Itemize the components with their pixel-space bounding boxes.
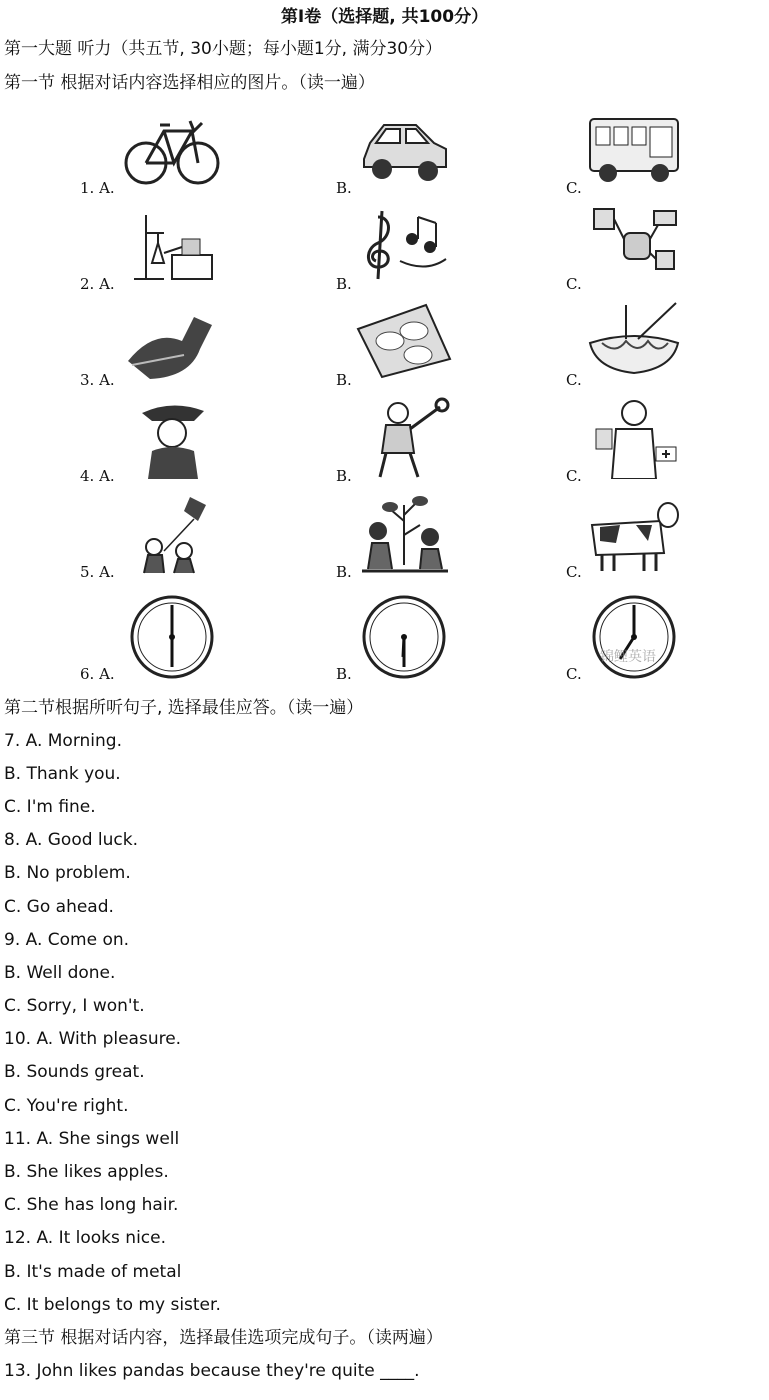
option-label: B. [336, 371, 352, 389]
option-cell [566, 391, 756, 485]
answer-option: B. Well done. [4, 963, 116, 983]
option-label: 4. A. [80, 467, 115, 485]
option-label: B. [336, 275, 352, 293]
part-heading: 第一大题 听力（共五节, 30小题；每小题1分, 满分30分） [4, 39, 443, 59]
option-cell [80, 589, 270, 683]
answer-option: C. Sorry, I won't. [4, 996, 145, 1016]
planting-tree-icon [356, 491, 452, 575]
option-label: C. [566, 665, 582, 683]
answer-option: C. She has long hair. [4, 1195, 179, 1215]
option-label: B. [336, 665, 352, 683]
option-label: 5. A. [80, 563, 115, 581]
option-cell [336, 487, 526, 581]
option-label: C. [566, 467, 582, 485]
option-cell [566, 103, 756, 197]
answer-option: 10. A. With pleasure. [4, 1029, 182, 1049]
answer-option: B. She likes apples. [4, 1162, 169, 1182]
option-label: B. [336, 179, 352, 197]
answer-option: C. I'm fine. [4, 797, 96, 817]
answer-option: B. No problem. [4, 863, 131, 883]
option-cell [80, 487, 270, 581]
option-cell [336, 103, 526, 197]
answer-option: C. You're right. [4, 1096, 129, 1116]
answer-option: 12. A. It looks nice. [4, 1228, 166, 1248]
option-label: C. [566, 179, 582, 197]
policeman-icon [124, 395, 220, 479]
page-title: 第I卷（选择题, 共100分） [280, 7, 489, 27]
fish-icon [124, 299, 220, 383]
answer-option: C. Go ahead. [4, 897, 114, 917]
doctor-icon [586, 395, 682, 479]
clock-six-icon [124, 593, 220, 677]
picture-grid [80, 103, 690, 685]
option-cell [336, 391, 526, 485]
bicycle-icon [124, 107, 220, 191]
option-cell [336, 295, 526, 389]
option-label: 1. A. [80, 179, 115, 197]
answer-option: B. Thank you. [4, 764, 121, 784]
section-heading: 第三节 根据对话内容，选择最佳选项完成句子。（读两遍） [4, 1328, 443, 1348]
option-label: C. [566, 371, 582, 389]
option-cell [566, 295, 756, 389]
option-cell [80, 391, 270, 485]
noodles-icon [586, 299, 682, 383]
option-label: C. [566, 563, 582, 581]
option-cell [336, 589, 526, 683]
worker-icon [356, 395, 452, 479]
robots-icon [586, 203, 682, 287]
answer-option: 9. A. Come on. [4, 930, 130, 950]
clock-six-thirty-icon [356, 593, 452, 677]
option-label: C. [566, 275, 582, 293]
option-cell [566, 199, 756, 293]
section-heading: 第一节 根据对话内容选择相应的图片。（读一遍） [4, 73, 375, 93]
answer-option: 7. A. Morning. [4, 731, 122, 751]
option-cell [80, 103, 270, 197]
flying-kite-icon [124, 491, 220, 575]
car-icon [356, 107, 452, 191]
option-label: B. [336, 563, 352, 581]
answer-option: C. It belongs to my sister. [4, 1295, 221, 1315]
option-label: B. [336, 467, 352, 485]
option-cell [80, 199, 270, 293]
option-label: 3. A. [80, 371, 115, 389]
answer-option: 11. A. She sings well [4, 1129, 180, 1149]
lab-equipment-icon [124, 203, 220, 287]
option-cell [566, 589, 756, 683]
dumplings-icon [356, 299, 452, 383]
option-cell [566, 487, 756, 581]
section-heading: 第二节根据所听句子, 选择最佳应答。（读一遍） [4, 698, 364, 718]
bus-icon [586, 107, 682, 191]
music-icon [356, 203, 452, 287]
cow-icon [586, 491, 682, 575]
answer-option: 8. A. Good luck. [4, 830, 139, 850]
option-label: 2. A. [80, 275, 115, 293]
option-label: 6. A. [80, 665, 115, 683]
question-13: 13. John likes pandas because they're quite ____. [4, 1361, 420, 1381]
option-cell [80, 295, 270, 389]
watermark: 锦鲤英语 [600, 649, 656, 665]
option-cell [336, 199, 526, 293]
answer-option: B. Sounds great. [4, 1062, 145, 1082]
answer-option: B. It's made of metal [4, 1262, 182, 1282]
